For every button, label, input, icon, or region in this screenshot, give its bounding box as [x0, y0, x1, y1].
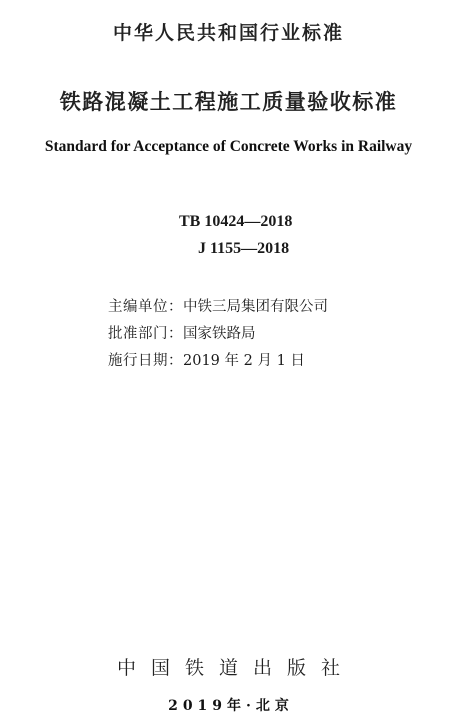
industry-standard-heading: 中华人民共和国行业标准 [112, 22, 344, 44]
effective-date-value: 2019 年 2 月 1 日 [183, 353, 305, 369]
document-title-english: Standard for Acceptance of Concrete Works in Railway [44, 138, 413, 155]
editor-row [108, 295, 328, 316]
approver-label: 批准部门： [108, 326, 183, 342]
publication-date-place: 2019年·北京 [168, 698, 294, 714]
approver-row [108, 322, 256, 343]
approver-value: 国家铁路局 [183, 326, 256, 342]
publisher-name: 中国铁道出版社 [116, 657, 355, 679]
standard-code-j: J 1155—2018 [198, 240, 290, 257]
document-title-chinese: 铁路混凝土工程施工质量验收标准 [59, 90, 398, 114]
editor-value: 中铁三局集团有限公司 [183, 299, 328, 315]
editor-label: 主编单位： [108, 299, 183, 315]
effective-date-label: 施行日期： [108, 353, 183, 369]
standard-code-tb: TB 10424—2018 [179, 213, 293, 230]
effective-date-row [108, 349, 305, 370]
